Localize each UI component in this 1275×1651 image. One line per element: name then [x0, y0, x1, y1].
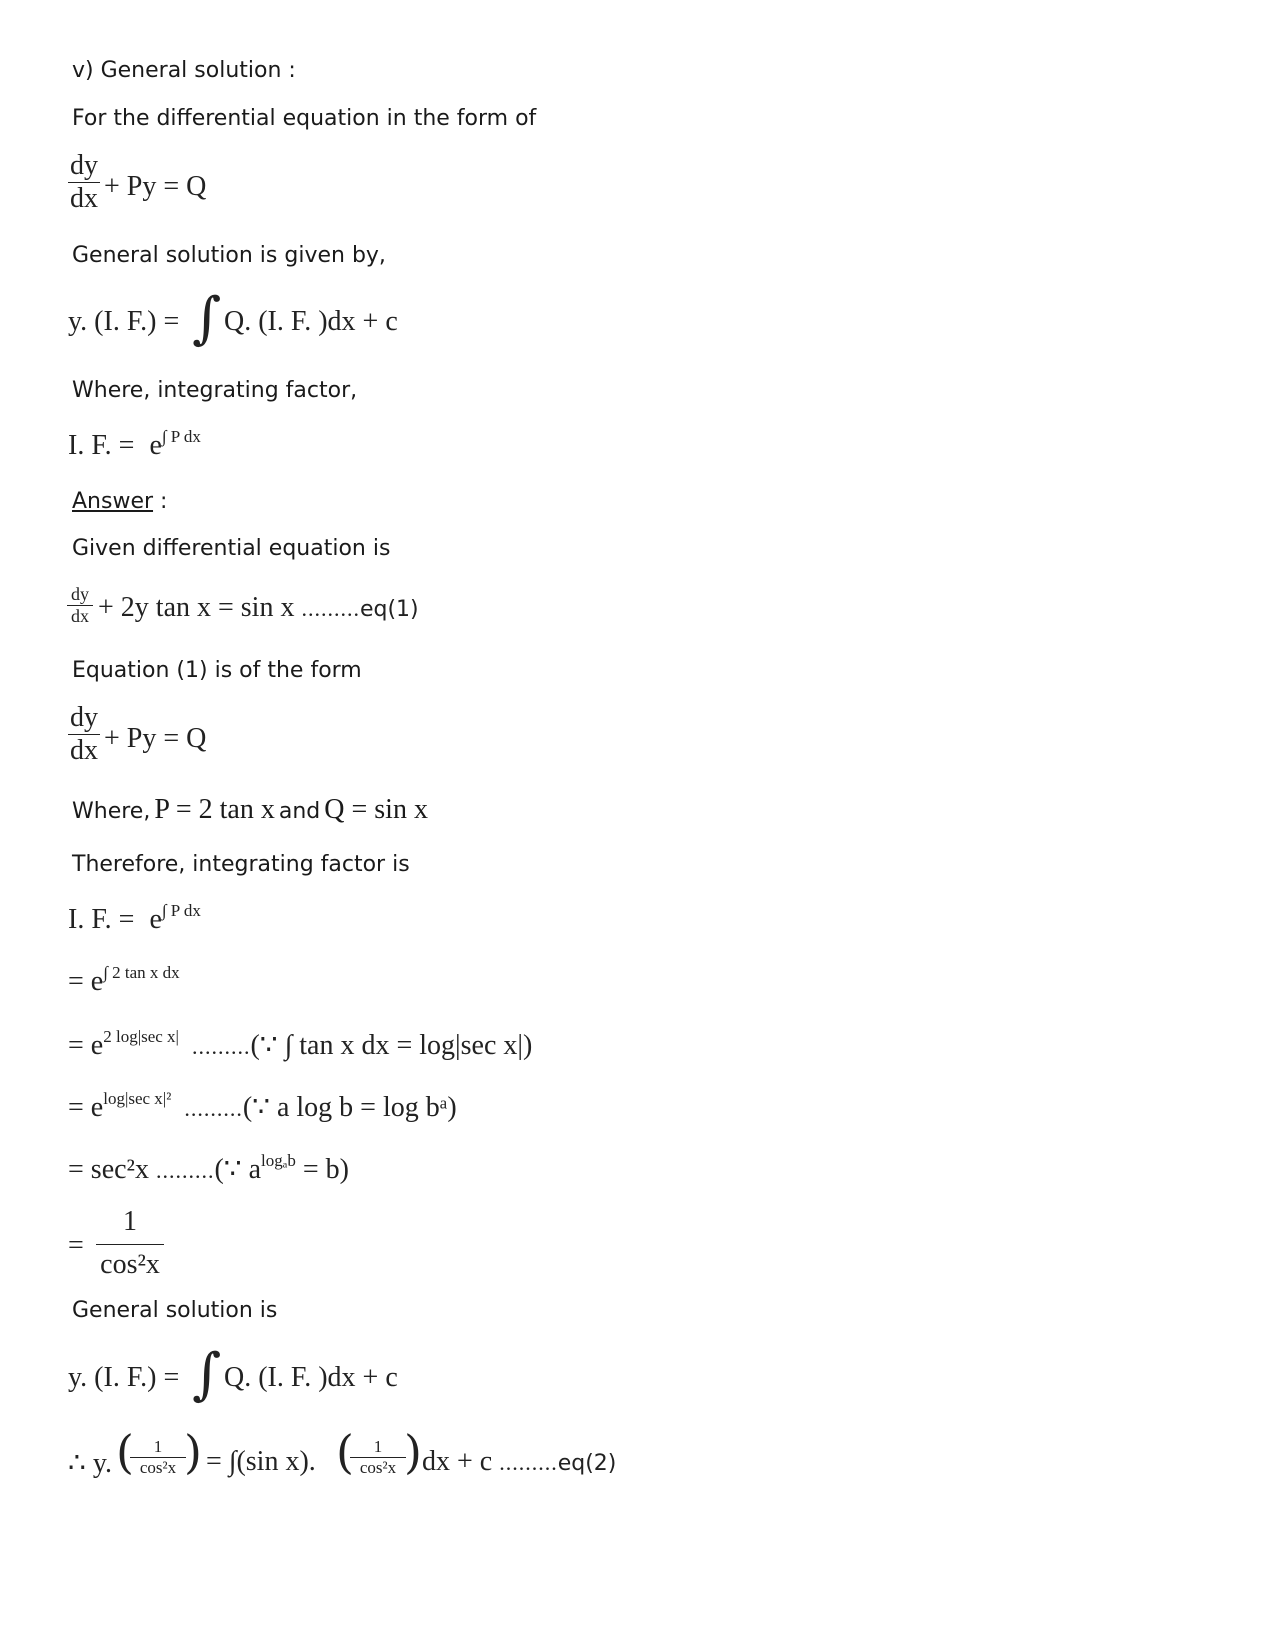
final-end: dx + c .........eq(2) — [422, 1446, 617, 1477]
general-solution-is: General solution is — [72, 1298, 278, 1323]
answer-gs-right: Q. (I. F. )dx + c — [224, 1362, 398, 1393]
final-therefore: ∴ y. — [68, 1448, 112, 1479]
if-step-3: = $e^{log|sec x|^2}$ .........(∵ a log b = log bᵃ) — [68, 1089, 457, 1123]
form-rest: + Py = Q — [104, 171, 207, 202]
intro-text: For the differential equation in the form of — [72, 106, 537, 131]
if-definition: I. F. = $e^{\int P dx}$ — [68, 427, 201, 461]
answer-form-rest: + Py = Q — [104, 723, 207, 754]
section-heading: v) General solution : — [72, 58, 296, 83]
if-step-5-equals: = — [68, 1230, 84, 1261]
eq1-rest: + 2y tan x = sin x .........eq(1) — [98, 592, 419, 623]
if-step-2: = $e^{2 log|sec x|}$ .........(∵ ∫ tan x dx = log|sec x|) — [68, 1027, 533, 1061]
answer-form-fraction: dy dx — [70, 702, 98, 766]
answer-gs-left: y. (I. F.) = — [68, 1362, 180, 1393]
final-paren-open-2: ( — [336, 1425, 354, 1479]
gs-left: y. (I. F.) = — [68, 306, 180, 337]
answer-if-definition: I. F. = $e^{\int P dx}$ — [68, 901, 201, 935]
if-step-5-fraction: 1 cos²x — [96, 1206, 164, 1281]
answer-heading: Answer : — [72, 489, 168, 514]
final-paren-close-2: ) — [404, 1425, 422, 1479]
general-solution-given-by: General solution is given by, — [72, 243, 386, 268]
where-integrating-factor: Where, integrating factor, — [72, 378, 358, 403]
final-fraction-2: 1 cos²x — [350, 1437, 406, 1478]
final-fraction-1: 1 cos²x — [130, 1437, 186, 1478]
integral-sign: ∫ — [192, 286, 222, 351]
if-step-4: = sec²x .........(∵ $a^{log_ab} = b$) — [68, 1151, 350, 1185]
final-paren-close-1: ) — [184, 1425, 202, 1479]
form-fraction: dy dx — [70, 150, 98, 214]
answer-integral-sign: ∫ — [192, 1342, 222, 1407]
if-step-1: = $e^{\int 2 tan x dx}$ — [68, 963, 180, 997]
given-text: Given differential equation is — [72, 536, 391, 561]
form-text: Equation (1) is of the form — [72, 658, 362, 683]
eq1-fraction: dy dx — [67, 584, 93, 627]
gs-right: Q. (I. F. )dx + c — [224, 306, 398, 337]
final-middle: = ∫(sin x). — [206, 1446, 316, 1477]
final-paren-open-1: ( — [116, 1425, 134, 1479]
p-q-definition: Where, P = 2 tan x and Q = sin x — [72, 794, 428, 825]
therefore-text: Therefore, integrating factor is — [72, 852, 410, 877]
